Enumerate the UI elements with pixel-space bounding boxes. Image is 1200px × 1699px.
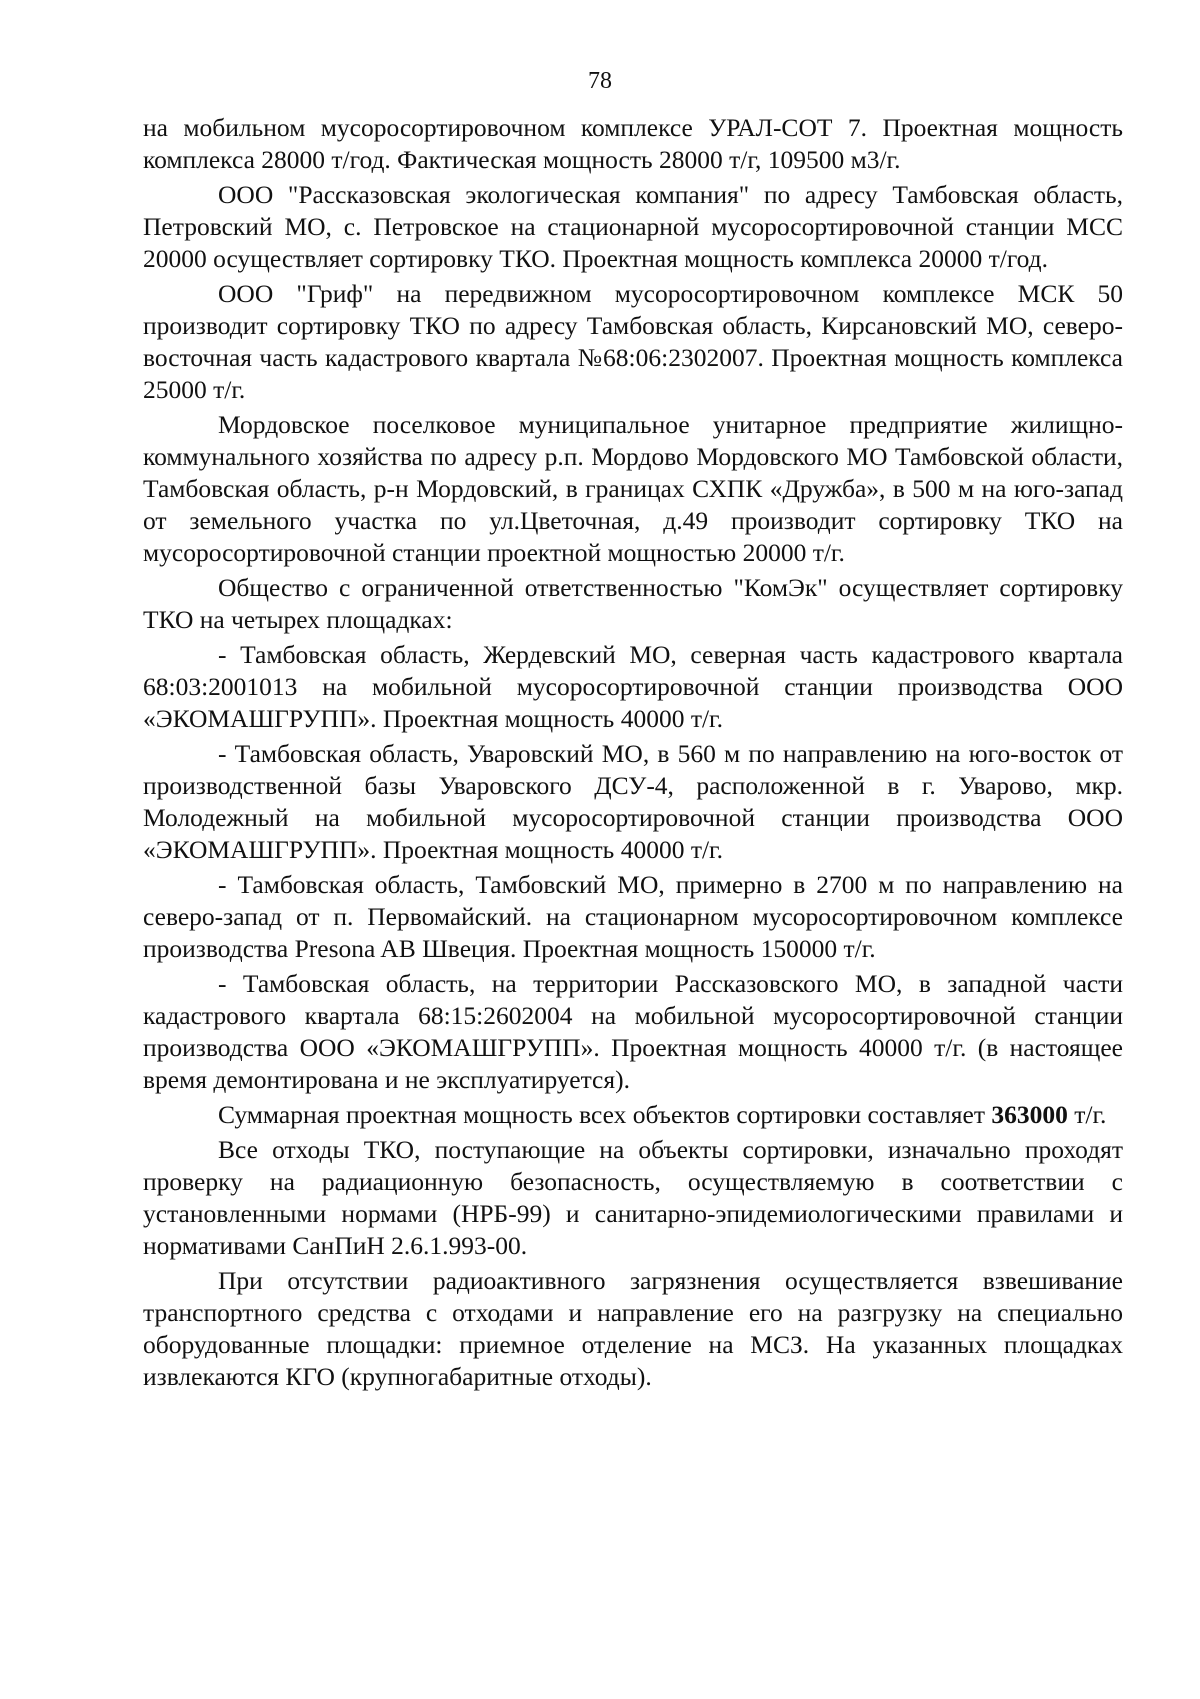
paragraph-mordovo: Мордовское поселковое муниципальное унитарное предприятие жилищно-коммунального хозяйства по адресу р.п. Мордово Мордовского МО Тамбовской области, Тамбовская область, р-н Мордовский, в границах СХПК «Дружба», в 500 м на юго-запад от земельного участка по ул.Цветочная, д.49 производит сортировку ТКО на мусоросортировочной станции проектной мощностью 20000 т/г. xyxy=(143,410,1123,567)
paragraph-rek-company: ООО "Рассказовская экологическая компания" по адресу Тамбовская область, Петровский МО, с. Петровское на стационарной мусоросортировочной станции МСС 20000 осуществляет сортировку ТКО. Проектная мощность комплекса 20000 т/год. xyxy=(143,180,1123,273)
paragraph-total-capacity xyxy=(143,1099,1123,1131)
page-number: 78 xyxy=(588,68,612,94)
paragraph-weighing: При отсутствии радиоактивного загрязнения осуществляется взвешивание транспортного средства с отходами и направление его на разгрузку на специально оборудованные площадки: приемное отделение на МСЗ. На указанных площадках извлекаются КГО (крупногабаритные отходы). xyxy=(143,1266,1123,1391)
list-item-uvarovsky: - Тамбовская область, Уваровский МО, в 560 м по направлению на юго-восток от производственной базы Уваровского ДСУ-4, расположенной в г. Уварово, мкр. Молодежный на мобильной мусоросортировочной станции производства ООО «ЭКОМАШГРУПП». Проектная мощность 40000 т/г. xyxy=(143,739,1123,864)
list-item-tambovsky: - Тамбовская область, Тамбовский МО, примерно в 2700 м по направлению на северо-запад от п. Первомайский. на стационарном мусоросортировочном комплексе производства Presona AB Швеция. Проектная мощность 150000 т/г. xyxy=(143,870,1123,963)
total-text-before: Суммарная проектная мощность всех объектов сортировки составляет xyxy=(218,1100,992,1129)
document-body xyxy=(143,112,1123,1396)
total-capacity-value: 363000 xyxy=(991,1100,1068,1129)
list-item-zherdevsky: - Тамбовская область, Жердевский МО, северная часть кадастрового квартала 68:03:2001013 на мобильной мусоросортировочной станции производства ООО «ЭКОМАШГРУПП». Проектная мощность 40000 т/г. xyxy=(143,640,1123,733)
paragraph-continuation: на мобильном мусоросортировочном комплексе УРАЛ-СОТ 7. Проектная мощность комплекса 28000 т/год. Фактическая мощность 28000 т/г, 109500 м3/г. xyxy=(143,113,1123,174)
total-text-after: т/г. xyxy=(1067,1100,1107,1129)
paragraph-radiation-check: Все отходы ТКО, поступающие на объекты сортировки, изначально проходят проверку на радиационную безопасность, осуществляемую в соответствии с установленными нормами (НРБ-99) и санитарно-эпидемиологическими правилами и нормативами СанПиН 2.6.1.993-00. xyxy=(143,1135,1123,1260)
paragraph-komek-intro: Общество с ограниченной ответственностью "КомЭк" осуществляет сортировку ТКО на четырех площадках: xyxy=(143,573,1123,634)
paragraph-grif: ООО "Гриф" на передвижном мусоросортировочном комплексе МСК 50 производит сортировку ТКО по адресу Тамбовская область, Кирсановский МО, северо-восточная часть кадастрового квартала №68:06:2302007. Проектная мощность комплекса 25000 т/г. xyxy=(143,279,1123,404)
list-item-rasskazovsky: - Тамбовская область, на территории Рассказовского МО, в западной части кадастрового квартала 68:15:2602004 на мобильной мусоросортировочной станции производства ООО «ЭКОМАШГРУПП». Проектная мощность 40000 т/г. (в настоящее время демонтирована и не эксплуатируется). xyxy=(143,969,1123,1094)
